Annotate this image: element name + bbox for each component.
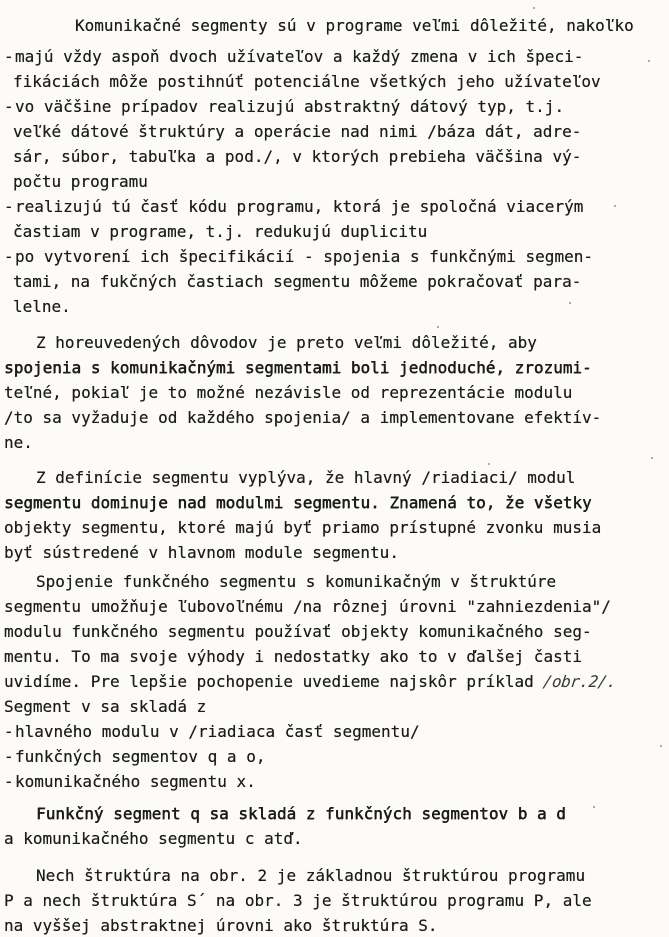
text-line-content: Nech štruktúra na obr. 2 je základnou štruktúrou programu [36,866,586,885]
scan-speck [614,205,616,207]
text-line-content: P a nech štruktúra S´ na obr. 3 je štruktúrou programu P, ale [4,891,592,910]
text-line [0,515,669,540]
text-line-content: Z horeuvedených dôvodov je preto veľmi dôležité, aby [36,333,537,352]
bullet-dash: - [4,772,14,791]
text-line [0,669,669,694]
text-line [0,430,669,455]
text-line [0,719,669,744]
text-line [0,465,669,490]
text-line-content: Segment v sa skladá z [4,697,207,716]
text-line [0,744,669,769]
text-line [0,44,669,69]
bullet-dash: - [4,47,14,66]
scan-speck [660,745,662,747]
text-line [0,94,669,119]
text-line-content: segmentu umožňuje ľubovoľnému /na rôznej úrovni "zahniezdenia"/ [4,597,611,616]
scan-speck [648,60,650,62]
text-line [0,219,669,244]
text-line [0,194,669,219]
text-line [0,269,669,294]
text-line-content: byť sústredené v hlavnom module segmentu. [4,543,399,562]
text-line-content: na vyššej abstraktnej úrovni ako štruktúra S. [4,916,438,935]
text-line [0,569,669,594]
bullet-dash: - [4,722,14,741]
text-line [0,13,669,38]
text-line [0,380,669,405]
text-line-content: Funkčný segment q sa skladá z funkčných segmentov b a d [36,804,566,823]
scan-speck [651,457,653,459]
text-line-content: Spojenie funkčného segmentu s komunikačným v štruktúre [36,572,557,591]
text-line-content: spojenia s komunikačnými segmentami boli jednoduché, zrozumi- [4,358,592,377]
text-line [0,863,669,888]
text-line-content: segmentu dominuje nad modulmi segmentu. Znamená to, že všetky [4,493,592,512]
bullet-dash: - [4,747,14,766]
text-line-content: uvidíme. Pre lepšie pochopenie uvedieme najskôr príklad [4,672,544,691]
text-line-content: veľké dátové štruktúry a operácie nad nimi /báza dát, adre- [13,122,582,141]
scan-speck [437,326,439,328]
text-line [0,888,669,913]
text-line-content: realizujú tú časť kódu programu, ktorá je spoločná viacerým [15,197,584,216]
text-line [0,540,669,565]
text-line [0,244,669,269]
text-line-content: a komunikačného segmentu c atď. [4,829,303,848]
text-line-content: majú vždy aspoň dvoch užívateľov a každý zmena v ich špeci- [15,47,584,66]
text-line [0,144,669,169]
text-line [0,69,669,94]
bullet-dash: - [4,247,14,266]
text-line-content: /to sa vyžaduje od každého spojenia/ a implementovane efektív- [4,408,602,427]
text-line-content: Komunikačné segmenty sú v programe veľmi dôležité, nakoľko [75,16,634,35]
scan-speck [593,806,595,808]
text-line-content: mentu. To ma svoje výhody i nedostatky ako to v ďalšej časti [4,647,582,666]
text-line [0,405,669,430]
text-line-content: tami, na fukčných častiach segmentu môžeme pokračovať para- [13,272,582,291]
scan-speck [488,463,490,465]
text-line [0,490,669,515]
text-line-content: teľné, pokiaľ je to možné nezávisle od reprezentácie modulu [4,383,573,402]
bullet-dash: - [4,97,14,116]
text-line-content: lelne. [13,297,71,316]
page-text [0,13,669,937]
text-line-content: vo väčšine prípadov realizujú abstraktný dátový typ, t.j. [15,97,565,116]
text-line-content: objekty segmentu, ktoré majú byť priamo prístupné zvonku musia [4,518,602,537]
text-line-content: počtu programu [13,172,148,191]
text-line-content: komunikačného segmentu x. [15,772,256,791]
text-line [0,355,669,380]
scan-speck [533,7,535,9]
text-line [0,694,669,719]
text-line [0,769,669,794]
text-line-content: funkčných segmentov q a o, [15,747,266,766]
text-line [0,119,669,144]
text-line-content: modulu funkčného segmentu používať objekty komunikačného seg- [4,622,592,641]
text-line [0,644,669,669]
text-line [0,169,669,194]
text-line-content: hlavného modulu v /riadiaca časť segmentu/ [15,722,420,741]
scan-speck [345,930,347,932]
text-line-content: po vytvorení ich špecifikácií - spojenia s funkčnými segmen- [15,247,593,266]
bullet-dash: - [4,197,14,216]
text-line [0,294,669,319]
text-line [0,594,669,619]
text-line-content: ne. [4,433,33,452]
text-line [0,826,669,851]
text-line-content: častiam v programe, t.j. redukujú duplicitu [13,222,428,241]
text-line [0,330,669,355]
text-line [0,801,669,826]
text-line-content: fikáciách môže postihnúť potenciálne všetkých jeho užívateľov [13,72,601,91]
text-line-content: sár, súbor, tabuľka a pod./, v ktorých prebieha väčšina vý- [13,147,582,166]
text-line-content: Z definície segmentu vyplýva, že hlavný /riadiaci/ modul [36,468,576,487]
scan-speck [569,302,571,304]
figure-reference-annotation: /obr.2/. [542,672,618,691]
text-line [0,619,669,644]
text-line [0,913,669,937]
